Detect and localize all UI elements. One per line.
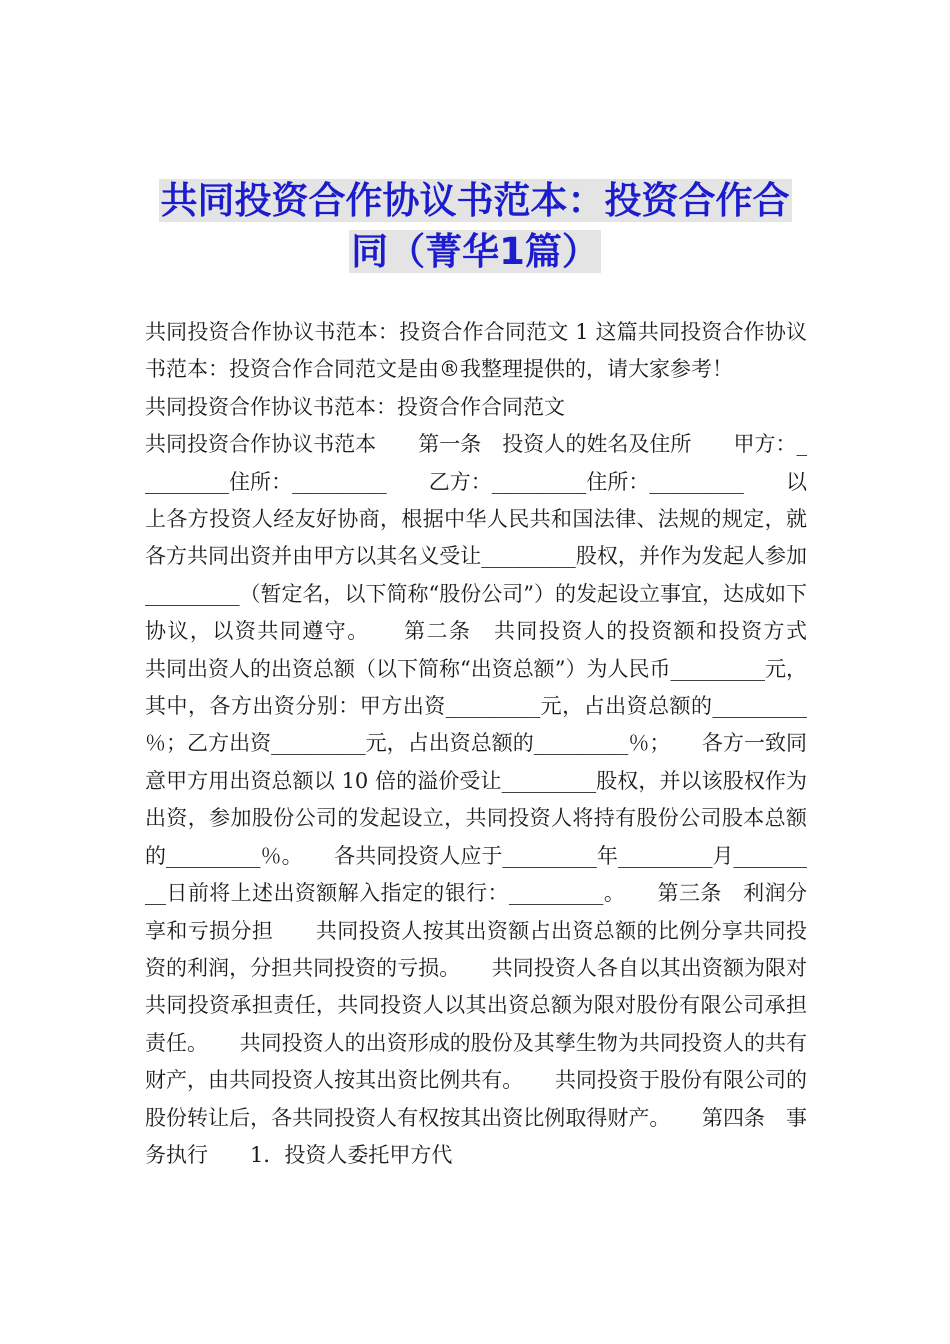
intro-paragraph: 共同投资合作协议书范本：投资合作合同范文 1 这篇共同投资合作协议书范本：投资合作合同范文是由®我整理提供的，请大家参考！ [145, 320, 807, 382]
section-subtitle: 共同投资合作协议书范本：投资合作合同范文 [145, 394, 565, 419]
contract-text: 共同投资合作协议书范本 第一条 投资人的姓名及住所 甲方：_________住所：_________ 乙方：_________住所：_________ 以上各方投资人经友好协商，根据中华人民共和国法律、法规的规定，就各方共同出资并由甲方以其名义受让_________股权，并作为发起人参加_________（暂定名，以下简称“股份公司”）的发起设立事宜，达成如下协议，以资共同遵守。 第二条 共同投资人的投资额和投资方式 共同出资人的出资总额（以下简称“出资总额”）为人民币_________元，其中，各方出资分别：甲方出资_________元，占出资总额的_________％；乙方出资_________元，占出资总额的_________％； 各方一致同意甲方用出资总额以 10 倍的溢价受让_________股权，并以该股权作为出资，参加股份公司的发起设立，共同投资人将持有股份公司股本总额的_________％。 各共同投资人应于_________年_________月_________日前将上述出资额解入指定的银行：_________。 第三条 利润分享和亏损分担 共同投资人按其出资额占出资总额的比例分享共同投资的利润，分担共同投资的亏损。 共同投资人各自以其出资额为限对共同投资承担责任，共同投资人以其出资总额为限对股份有限公司承担责任。 共同投资人的出资形成的股份及其孳生物为共同投资人的共有财产，由共同投资人按其出资比例共有。 共同投资于股份有限公司的股份转让后，各共同投资人有权按其出资比例取得财产。 第四条 事务执行 1．投资人委托甲方代 [145, 432, 849, 1167]
document-title [140, 175, 810, 277]
title-line-2: 同（菁华1篇） [351, 230, 599, 273]
title-line-1: 共同投资合作协议书范本：投资合作合 [160, 179, 790, 222]
document-body [145, 314, 849, 1174]
